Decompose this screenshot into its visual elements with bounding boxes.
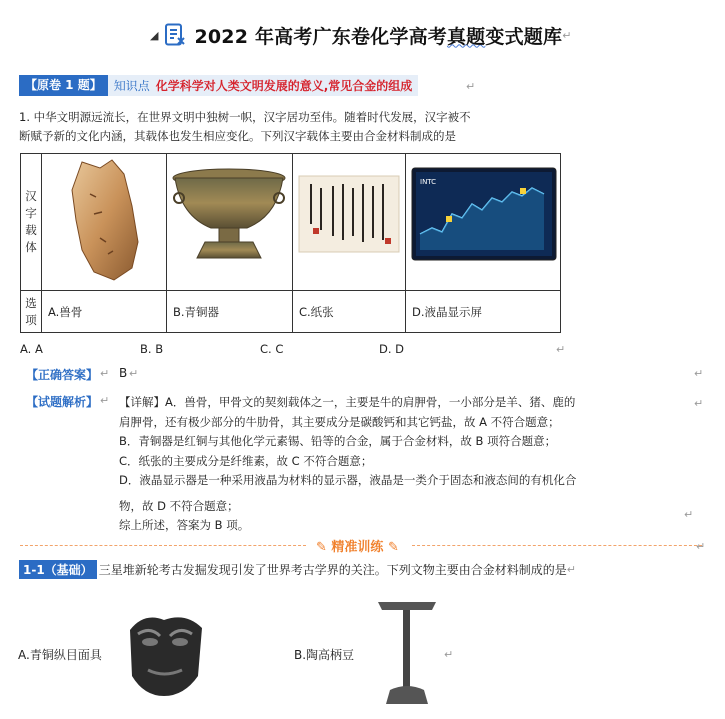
- row-head-option: 选 项: [21, 291, 42, 333]
- analysis-line-6: 物，故 D 不符合题意；: [119, 498, 239, 513]
- paragraph-mark: ↵: [556, 343, 566, 356]
- calligraphy-paper-image: [293, 154, 405, 287]
- answer-value: B: [119, 366, 128, 380]
- options-table: [20, 153, 561, 333]
- paragraph-mark: ↵: [694, 367, 704, 380]
- oracle-bone-image: [42, 154, 166, 287]
- analysis-line-5: D．液晶显示器是一种采用液晶为材料的显示器，液晶是一类介于固态和液态间的有机化合: [119, 473, 577, 487]
- row-head-carrier: 汉 字 载 体: [21, 154, 42, 291]
- image-paper: [293, 154, 406, 291]
- page-title: [150, 20, 571, 50]
- paragraph-mark: ↵: [696, 540, 706, 553]
- training-option-a: A.青铜纵目面具: [18, 648, 102, 662]
- training-tag: 1-1（基础）: [19, 560, 97, 579]
- analysis-line-3: B．青铜器是红铜与其他化学元素锡、铅等的合金，属于合金材料，故 B 项符合题意；: [119, 434, 557, 448]
- paragraph-mark: ↵: [466, 80, 476, 93]
- knowledge-text: 化学科学对人类文明发展的意义,常见合金的组成: [155, 79, 413, 93]
- ticker-text: INTC: [420, 178, 437, 186]
- training-option-b: B.陶高柄豆: [294, 648, 355, 662]
- paragraph-mark: ↵: [684, 508, 694, 521]
- analysis-line-4: C．纸张的主要成分是纤维素，故 C 不符合题意；: [119, 453, 373, 468]
- choice-d: D. D: [379, 342, 405, 356]
- option-c-label: C.纸张: [293, 291, 406, 333]
- option-a-label: A.兽骨: [42, 291, 167, 333]
- image-bone: [42, 154, 167, 291]
- image-lcd: [406, 154, 561, 291]
- pottery-stemmed-dish-image: [372, 594, 442, 714]
- paragraph-mark: ↵: [694, 397, 704, 410]
- title-suffix: 变式题库: [485, 25, 563, 48]
- choice-a: A. A: [20, 342, 43, 356]
- analysis-line-7: 综上所述，答案为 B 项。: [119, 518, 250, 532]
- paragraph-mark: ↵: [100, 394, 110, 407]
- training-banner: [20, 538, 710, 555]
- choice-c: C. C: [260, 342, 284, 356]
- paragraph-mark: ↵: [100, 367, 110, 380]
- question-line-2: 断赋予新的文化内涵，其载体也发生相应变化。下列汉字载体主要由合金材料制成的是: [19, 129, 456, 143]
- paragraph-mark: ↵: [562, 28, 572, 42]
- image-bronze: [167, 154, 293, 291]
- document-icon: [164, 23, 186, 47]
- paragraph-mark: ↵: [566, 562, 576, 576]
- title-highlight: 真题: [446, 25, 486, 48]
- question-text: [19, 108, 559, 146]
- analysis-line-1: 【详解】A．兽骨，甲骨文的契刻载体之一，主要是牛的肩胛骨，一小部分是羊、猪、鹿的: [119, 395, 576, 409]
- paragraph-mark: ↵: [444, 648, 454, 661]
- option-d-label: D.液晶显示屏: [406, 291, 561, 333]
- lcd-screen-image: [406, 154, 560, 287]
- bronze-mask-image: [124, 604, 206, 704]
- training-question-row: [19, 560, 576, 578]
- question-tag: 【原卷 1 题】: [19, 75, 108, 96]
- answer-label: 【正确答案】: [26, 368, 99, 382]
- analysis-label: 【试题解析】: [26, 395, 99, 409]
- knowledge-label: 知识点: [113, 79, 150, 93]
- training-banner-label: ✎ 精准训练 ✎: [316, 540, 399, 555]
- question-line-1: 1. 中华文明源远流长，在世界文明中独树一帜，汉字居功至伟。随着时代发展，汉字被不: [19, 110, 471, 124]
- analysis-line-2: 肩胛骨，还有极少部分的牛肋骨，其主要成分是碳酸钙和其它钙盐，故 A 不符合题意；: [119, 414, 560, 429]
- title-prefix: 2022 年高考广东卷化学高考: [194, 25, 447, 48]
- paragraph-mark: ↵: [129, 367, 139, 380]
- bronze-vessel-image: [167, 154, 292, 287]
- question-tag-row: [19, 75, 418, 96]
- training-question: 三星堆新轮考古发掘发现引发了世界考古学界的关注。下列文物主要由合金材料制成的是: [98, 562, 567, 577]
- analysis-text: [119, 393, 679, 536]
- collapse-triangle-icon[interactable]: ◢: [150, 28, 159, 42]
- choice-b: B. B: [140, 342, 164, 356]
- option-b-label: B.青铜器: [167, 291, 293, 333]
